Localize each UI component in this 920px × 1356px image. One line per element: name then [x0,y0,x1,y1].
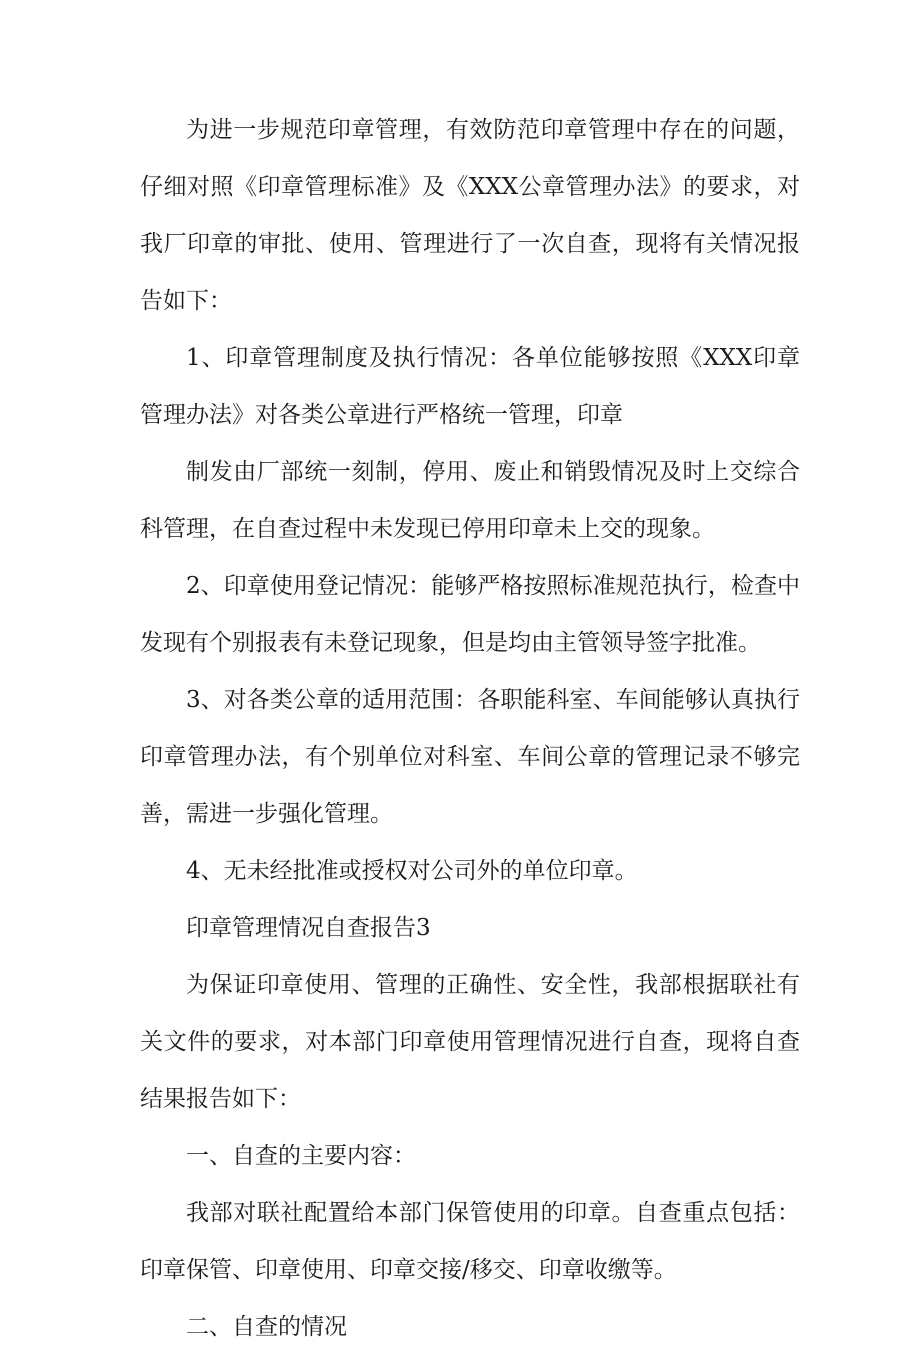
paragraph-intro: 为进一步规范印章管理，有效防范印章管理中存在的问题，仔细对照《印章管理标准》及《XXX公章管理办法》的要求，对我厂印章的审批、使用、管理进行了一次自查，现将有关情况报告如下： [140,117,800,314]
document-body [140,102,800,1356]
paragraph-item-1-continued: 制发由厂部统一刻制，停用、废止和销毁情况及时上交综合科管理，在自查过程中未发现已停用印章未上交的现象。 [140,459,800,542]
section-heading-report-3: 印章管理情况自查报告3 [186,915,431,941]
paragraph-main-content: 我部对联社配置给本部门保管使用的印章。自查重点包括：印章保管、印章使用、印章交接/移交、印章收缴等。 [140,1200,800,1283]
paragraph-item-2: 2、印章使用登记情况：能够严格按照标准规范执行，检查中发现有个别报表有未登记现象，但是均由主管领导签字批准。 [140,573,800,656]
paragraph-item-3: 3、对各类公章的适用范围：各职能科室、车间能够认真执行印章管理办法，有个别单位对科室、车间公章的管理记录不够完善，需进一步强化管理。 [140,687,800,827]
heading-main-content: 一、自查的主要内容： [186,1143,416,1169]
heading-self-check-status: 二、自查的情况 [186,1314,347,1340]
paragraph-item-1: 1、印章管理制度及执行情况：各单位能够按照《XXX印章管理办法》对各类公章进行严格统一管理，印章 [140,345,800,428]
paragraph-item-4: 4、无未经批准或授权对公司外的单位印章。 [186,858,638,884]
paragraph-report-3-intro: 为保证印章使用、管理的正确性、安全性，我部根据联社有关文件的要求，对本部门印章使用管理情况进行自查，现将自查结果报告如下： [140,972,800,1112]
